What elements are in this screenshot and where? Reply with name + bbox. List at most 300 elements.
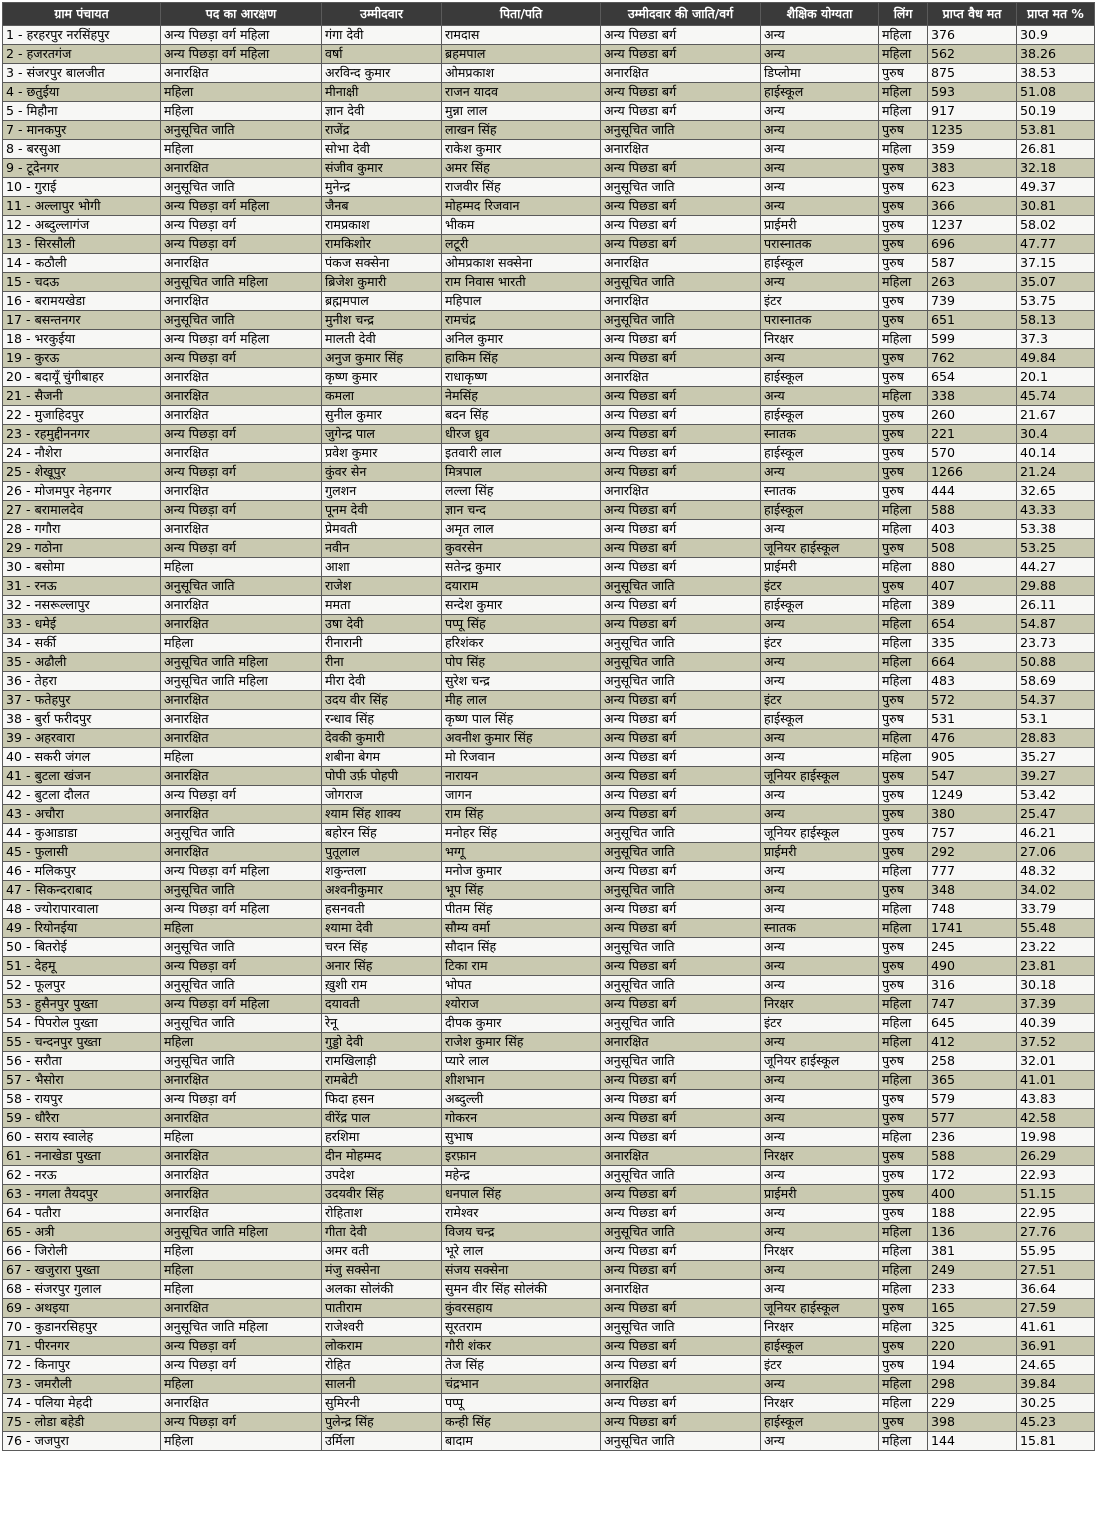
cell-valid-votes: 1235 bbox=[928, 121, 1017, 140]
cell-gender: पुरुष bbox=[879, 121, 928, 140]
cell-reservation: अनारक्षित bbox=[161, 444, 322, 463]
cell-vote-percent: 38.53 bbox=[1017, 64, 1095, 83]
cell-gram-panchayat: 12 - अब्दुल्लागंज bbox=[3, 216, 161, 235]
cell-valid-votes: 762 bbox=[928, 349, 1017, 368]
cell-valid-votes: 623 bbox=[928, 178, 1017, 197]
table-row bbox=[3, 45, 1095, 64]
cell-caste-category: अनुसूचित जाति bbox=[601, 634, 761, 653]
cell-valid-votes: 221 bbox=[928, 425, 1017, 444]
cell-father-husband: राकेश कुमार bbox=[442, 140, 601, 159]
cell-reservation: महिला bbox=[161, 1280, 322, 1299]
cell-caste-category: अन्य पिछडा बर्ग bbox=[601, 26, 761, 45]
cell-gender: पुरुष bbox=[879, 1204, 928, 1223]
cell-vote-percent: 48.32 bbox=[1017, 862, 1095, 881]
cell-education: अन्य bbox=[761, 1128, 879, 1147]
table-row bbox=[3, 1413, 1095, 1432]
cell-gender: पुरुष bbox=[879, 197, 928, 216]
cell-caste-category: अन्य पिछडा बर्ग bbox=[601, 501, 761, 520]
cell-valid-votes: 651 bbox=[928, 311, 1017, 330]
cell-reservation: अन्य पिछड़ा वर्ग bbox=[161, 463, 322, 482]
cell-reservation: अनारक्षित bbox=[161, 406, 322, 425]
cell-gender: महिला bbox=[879, 1394, 928, 1413]
cell-caste-category: अनुसूचित जाति bbox=[601, 1318, 761, 1337]
cell-candidate: उषा देवी bbox=[322, 615, 442, 634]
table-row bbox=[3, 273, 1095, 292]
cell-candidate: जोगराज bbox=[322, 786, 442, 805]
cell-education: अन्य bbox=[761, 520, 879, 539]
cell-candidate: उपदेश bbox=[322, 1166, 442, 1185]
cell-gram-panchayat: 30 - बसोमा bbox=[3, 558, 161, 577]
cell-reservation: अनुसूचित जाति bbox=[161, 178, 322, 197]
cell-reservation: अनारक्षित bbox=[161, 159, 322, 178]
cell-candidate: दयावती bbox=[322, 995, 442, 1014]
cell-father-husband: अमृत लाल bbox=[442, 520, 601, 539]
cell-valid-votes: 572 bbox=[928, 691, 1017, 710]
cell-gram-panchayat: 38 - बुर्रा फरीदपुर bbox=[3, 710, 161, 729]
cell-father-husband: टिका राम bbox=[442, 957, 601, 976]
cell-caste-category: अन्य पिछडा बर्ग bbox=[601, 330, 761, 349]
cell-valid-votes: 1237 bbox=[928, 216, 1017, 235]
cell-gender: पुरुष bbox=[879, 463, 928, 482]
cell-father-husband: ज्ञान चन्द bbox=[442, 501, 601, 520]
cell-gender: महिला bbox=[879, 1033, 928, 1052]
cell-gender: पुरुष bbox=[879, 444, 928, 463]
cell-education: अन्य bbox=[761, 159, 879, 178]
cell-reservation: अनुसूचित जाति bbox=[161, 1014, 322, 1033]
cell-candidate: अरविन्द कुमार bbox=[322, 64, 442, 83]
table-row bbox=[3, 1280, 1095, 1299]
cell-father-husband: सतेन्द्र कुमार bbox=[442, 558, 601, 577]
cell-caste-category: अनुसूचित जाति bbox=[601, 311, 761, 330]
cell-education: अन्य bbox=[761, 140, 879, 159]
cell-caste-category: अनुसूचित जाति bbox=[601, 672, 761, 691]
cell-candidate: श्याम सिंह शाक्य bbox=[322, 805, 442, 824]
cell-gram-panchayat: 57 - भैसोरा bbox=[3, 1071, 161, 1090]
cell-education: अन्य bbox=[761, 1432, 879, 1451]
table-row bbox=[3, 501, 1095, 520]
cell-candidate: प्रेमवती bbox=[322, 520, 442, 539]
cell-vote-percent: 19.98 bbox=[1017, 1128, 1095, 1147]
cell-candidate: पुलेन्द्र सिंह bbox=[322, 1413, 442, 1432]
cell-caste-category: अन्य पिछडा बर्ग bbox=[601, 1299, 761, 1318]
cell-caste-category: अन्य पिछडा बर्ग bbox=[601, 1128, 761, 1147]
cell-candidate: आशा bbox=[322, 558, 442, 577]
cell-gram-panchayat: 21 - सैजनी bbox=[3, 387, 161, 406]
table-row bbox=[3, 1299, 1095, 1318]
cell-gender: पुरुष bbox=[879, 786, 928, 805]
cell-vote-percent: 26.81 bbox=[1017, 140, 1095, 159]
cell-valid-votes: 588 bbox=[928, 501, 1017, 520]
cell-vote-percent: 53.25 bbox=[1017, 539, 1095, 558]
cell-vote-percent: 15.81 bbox=[1017, 1432, 1095, 1451]
table-row bbox=[3, 444, 1095, 463]
cell-education: हाईस्कूल bbox=[761, 83, 879, 102]
cell-valid-votes: 136 bbox=[928, 1223, 1017, 1242]
cell-gender: पुरुष bbox=[879, 159, 928, 178]
cell-candidate: ख़ुशी राम bbox=[322, 976, 442, 995]
cell-gender: पुरुष bbox=[879, 710, 928, 729]
cell-reservation: अनुसूचित जाति महिला bbox=[161, 672, 322, 691]
cell-gram-panchayat: 70 - कुडानरसिहपुर bbox=[3, 1318, 161, 1337]
cell-gram-panchayat: 44 - कुआडाडा bbox=[3, 824, 161, 843]
cell-gram-panchayat: 29 - गठोना bbox=[3, 539, 161, 558]
cell-vote-percent: 30.81 bbox=[1017, 197, 1095, 216]
cell-father-husband: मित्रपाल bbox=[442, 463, 601, 482]
cell-valid-votes: 483 bbox=[928, 672, 1017, 691]
cell-valid-votes: 654 bbox=[928, 368, 1017, 387]
cell-education: निरक्षर bbox=[761, 1147, 879, 1166]
table-row bbox=[3, 1185, 1095, 1204]
cell-vote-percent: 51.08 bbox=[1017, 83, 1095, 102]
cell-candidate: जुगेन्द्र पाल bbox=[322, 425, 442, 444]
table-row bbox=[3, 786, 1095, 805]
table-row bbox=[3, 539, 1095, 558]
cell-vote-percent: 45.74 bbox=[1017, 387, 1095, 406]
cell-father-husband: बादाम bbox=[442, 1432, 601, 1451]
table-row bbox=[3, 463, 1095, 482]
cell-vote-percent: 38.26 bbox=[1017, 45, 1095, 64]
cell-father-husband: कृष्ण पाल सिंह bbox=[442, 710, 601, 729]
cell-education: अन्य bbox=[761, 387, 879, 406]
table-row bbox=[3, 558, 1095, 577]
cell-gender: पुरुष bbox=[879, 767, 928, 786]
cell-gender: महिला bbox=[879, 634, 928, 653]
cell-candidate: रामप्रकाश bbox=[322, 216, 442, 235]
cell-education: अन्य bbox=[761, 102, 879, 121]
cell-reservation: अनुसूचित जाति महिला bbox=[161, 653, 322, 672]
cell-caste-category: अन्य पिछडा बर्ग bbox=[601, 786, 761, 805]
cell-education: इंटर bbox=[761, 1356, 879, 1375]
cell-caste-category: अन्य पिछडा बर्ग bbox=[601, 102, 761, 121]
cell-reservation: अनारक्षित bbox=[161, 1299, 322, 1318]
table-row bbox=[3, 748, 1095, 767]
cell-gram-panchayat: 65 - अत्री bbox=[3, 1223, 161, 1242]
cell-gender: महिला bbox=[879, 653, 928, 672]
cell-vote-percent: 37.39 bbox=[1017, 995, 1095, 1014]
cell-caste-category: अन्य पिछडा बर्ग bbox=[601, 1356, 761, 1375]
cell-gram-panchayat: 33 - धमेई bbox=[3, 615, 161, 634]
cell-reservation: अनारक्षित bbox=[161, 292, 322, 311]
cell-reservation: अन्य पिछड़ा वर्ग bbox=[161, 235, 322, 254]
cell-gender: पुरुष bbox=[879, 1337, 928, 1356]
cell-valid-votes: 588 bbox=[928, 1147, 1017, 1166]
cell-gender: पुरुष bbox=[879, 976, 928, 995]
cell-reservation: अनुसूचित जाति bbox=[161, 938, 322, 957]
cell-candidate: कमला bbox=[322, 387, 442, 406]
cell-father-husband: भीकम bbox=[442, 216, 601, 235]
cell-valid-votes: 398 bbox=[928, 1413, 1017, 1432]
cell-gender: पुरुष bbox=[879, 235, 928, 254]
cell-candidate: कृष्ण कुमार bbox=[322, 368, 442, 387]
cell-valid-votes: 389 bbox=[928, 596, 1017, 615]
cell-gram-panchayat: 53 - हुसैनपुर पुख्ता bbox=[3, 995, 161, 1014]
cell-education: अन्य bbox=[761, 805, 879, 824]
cell-reservation: अन्य पिछड़ा वर्ग bbox=[161, 349, 322, 368]
cell-valid-votes: 365 bbox=[928, 1071, 1017, 1090]
cell-caste-category: अनुसूचित जाति bbox=[601, 843, 761, 862]
cell-valid-votes: 645 bbox=[928, 1014, 1017, 1033]
cell-reservation: अनारक्षित bbox=[161, 1185, 322, 1204]
cell-education: स्नातक bbox=[761, 919, 879, 938]
cell-reservation: अनारक्षित bbox=[161, 767, 322, 786]
cell-gram-panchayat: 17 - बसन्तनगर bbox=[3, 311, 161, 330]
cell-gram-panchayat: 5 - मिहौना bbox=[3, 102, 161, 121]
cell-caste-category: अन्य पिछडा बर्ग bbox=[601, 805, 761, 824]
cell-candidate: प्रवेश कुमार bbox=[322, 444, 442, 463]
cell-valid-votes: 531 bbox=[928, 710, 1017, 729]
cell-caste-category: अनारक्षित bbox=[601, 140, 761, 159]
table-row bbox=[3, 83, 1095, 102]
cell-valid-votes: 577 bbox=[928, 1109, 1017, 1128]
cell-reservation: अन्य पिछड़ा वर्ग महिला bbox=[161, 26, 322, 45]
table-row bbox=[3, 843, 1095, 862]
cell-gender: महिला bbox=[879, 1071, 928, 1090]
cell-caste-category: अन्य पिछडा बर्ग bbox=[601, 216, 761, 235]
cell-candidate: अश्वनीकुमार bbox=[322, 881, 442, 900]
cell-vote-percent: 58.02 bbox=[1017, 216, 1095, 235]
cell-gram-panchayat: 28 - गगौरा bbox=[3, 520, 161, 539]
cell-education: अन्य bbox=[761, 786, 879, 805]
cell-gram-panchayat: 39 - अहरवारा bbox=[3, 729, 161, 748]
cell-gram-panchayat: 62 - नरऊ bbox=[3, 1166, 161, 1185]
cell-valid-votes: 381 bbox=[928, 1242, 1017, 1261]
cell-reservation: अन्य पिछड़ा वर्ग bbox=[161, 1090, 322, 1109]
cell-vote-percent: 21.24 bbox=[1017, 463, 1095, 482]
cell-reservation: महिला bbox=[161, 1128, 322, 1147]
cell-reservation: अनारक्षित bbox=[161, 691, 322, 710]
cell-valid-votes: 875 bbox=[928, 64, 1017, 83]
cell-caste-category: अन्य पिछडा बर्ग bbox=[601, 349, 761, 368]
cell-caste-category: अनुसूचित जाति bbox=[601, 938, 761, 957]
cell-education: अन्य bbox=[761, 672, 879, 691]
cell-father-husband: लल्ला सिंह bbox=[442, 482, 601, 501]
table-row bbox=[3, 729, 1095, 748]
cell-vote-percent: 43.33 bbox=[1017, 501, 1095, 520]
cell-caste-category: अन्य पिछडा बर्ग bbox=[601, 1109, 761, 1128]
cell-caste-category: अनुसूचित जाति bbox=[601, 1052, 761, 1071]
table-row bbox=[3, 1223, 1095, 1242]
cell-gender: महिला bbox=[879, 900, 928, 919]
cell-reservation: अन्य पिछड़ा वर्ग महिला bbox=[161, 995, 322, 1014]
cell-vote-percent: 22.93 bbox=[1017, 1166, 1095, 1185]
cell-gender: पुरुष bbox=[879, 1052, 928, 1071]
cell-gender: महिला bbox=[879, 672, 928, 691]
cell-vote-percent: 30.4 bbox=[1017, 425, 1095, 444]
table-row bbox=[3, 292, 1095, 311]
cell-gram-panchayat: 68 - संजरपुर गुलाल bbox=[3, 1280, 161, 1299]
cell-caste-category: अनुसूचित जाति bbox=[601, 1166, 761, 1185]
cell-gram-panchayat: 58 - रायपुर bbox=[3, 1090, 161, 1109]
cell-father-husband: रामचंद्र bbox=[442, 311, 601, 330]
cell-candidate: राजेश्वरी bbox=[322, 1318, 442, 1337]
cell-caste-category: अनारक्षित bbox=[601, 292, 761, 311]
table-row bbox=[3, 159, 1095, 178]
cell-gram-panchayat: 56 - सरौता bbox=[3, 1052, 161, 1071]
cell-reservation: अन्य पिछड़ा वर्ग महिला bbox=[161, 862, 322, 881]
cell-gram-panchayat: 2 - हजरतगंज bbox=[3, 45, 161, 64]
cell-gender: पुरुष bbox=[879, 292, 928, 311]
cell-reservation: महिला bbox=[161, 1375, 322, 1394]
cell-valid-votes: 236 bbox=[928, 1128, 1017, 1147]
cell-candidate: मीरा देवी bbox=[322, 672, 442, 691]
cell-caste-category: अनुसूचित जाति bbox=[601, 824, 761, 843]
cell-father-husband: महेन्द्र bbox=[442, 1166, 601, 1185]
cell-gram-panchayat: 66 - जिरोली bbox=[3, 1242, 161, 1261]
cell-education: अन्य bbox=[761, 349, 879, 368]
cell-vote-percent: 44.27 bbox=[1017, 558, 1095, 577]
cell-gram-panchayat: 23 - रहमुद्दीननगर bbox=[3, 425, 161, 444]
cell-caste-category: अन्य पिछडा बर्ग bbox=[601, 1394, 761, 1413]
cell-gender: पुरुष bbox=[879, 843, 928, 862]
table-row bbox=[3, 254, 1095, 273]
cell-gender: महिला bbox=[879, 748, 928, 767]
cell-gram-panchayat: 24 - नौशेरा bbox=[3, 444, 161, 463]
cell-valid-votes: 403 bbox=[928, 520, 1017, 539]
cell-education: अन्य bbox=[761, 938, 879, 957]
cell-gender: पुरुष bbox=[879, 881, 928, 900]
cell-education: अन्य bbox=[761, 1071, 879, 1090]
cell-candidate: राजेश bbox=[322, 577, 442, 596]
cell-education: अन्य bbox=[761, 615, 879, 634]
table-row bbox=[3, 1166, 1095, 1185]
cell-vote-percent: 53.38 bbox=[1017, 520, 1095, 539]
cell-valid-votes: 696 bbox=[928, 235, 1017, 254]
table-row bbox=[3, 1204, 1095, 1223]
cell-vote-percent: 39.84 bbox=[1017, 1375, 1095, 1394]
cell-gender: पुरुष bbox=[879, 938, 928, 957]
cell-education: अन्य bbox=[761, 729, 879, 748]
cell-gram-panchayat: 67 - खजुरारा पुख्ता bbox=[3, 1261, 161, 1280]
cell-vote-percent: 32.65 bbox=[1017, 482, 1095, 501]
cell-gender: पुरुष bbox=[879, 1413, 928, 1432]
cell-valid-votes: 249 bbox=[928, 1261, 1017, 1280]
cell-candidate: दीन मोहम्मद bbox=[322, 1147, 442, 1166]
cell-vote-percent: 20.1 bbox=[1017, 368, 1095, 387]
cell-valid-votes: 1249 bbox=[928, 786, 1017, 805]
cell-caste-category: अनारक्षित bbox=[601, 1280, 761, 1299]
cell-candidate: रामबेटी bbox=[322, 1071, 442, 1090]
cell-father-husband: श्योराज bbox=[442, 995, 601, 1014]
cell-reservation: अनारक्षित bbox=[161, 368, 322, 387]
cell-education: हाईस्कूल bbox=[761, 1413, 879, 1432]
cell-vote-percent: 30.9 bbox=[1017, 26, 1095, 45]
cell-education: हाईस्कूल bbox=[761, 710, 879, 729]
table-row bbox=[3, 919, 1095, 938]
cell-father-husband: राजेश कुमार सिंह bbox=[442, 1033, 601, 1052]
table-row bbox=[3, 596, 1095, 615]
cell-valid-votes: 562 bbox=[928, 45, 1017, 64]
table-row bbox=[3, 140, 1095, 159]
cell-valid-votes: 194 bbox=[928, 1356, 1017, 1375]
cell-gram-panchayat: 48 - ज्योरापारवाला bbox=[3, 900, 161, 919]
cell-caste-category: अनारक्षित bbox=[601, 1375, 761, 1394]
cell-caste-category: अनुसूचित जाति bbox=[601, 121, 761, 140]
cell-father-husband: भग्गू bbox=[442, 843, 601, 862]
cell-education: डिप्लोमा bbox=[761, 64, 879, 83]
cell-valid-votes: 376 bbox=[928, 26, 1017, 45]
cell-gram-panchayat: 32 - नसरूल्लापुर bbox=[3, 596, 161, 615]
cell-caste-category: अन्य पिछडा बर्ग bbox=[601, 919, 761, 938]
cell-candidate: गुलशन bbox=[322, 482, 442, 501]
cell-education: अन्य bbox=[761, 1375, 879, 1394]
cell-father-husband: पोप सिंह bbox=[442, 653, 601, 672]
cell-vote-percent: 37.15 bbox=[1017, 254, 1095, 273]
cell-father-husband: संजय सक्सेना bbox=[442, 1261, 601, 1280]
cell-education: अन्य bbox=[761, 1033, 879, 1052]
cell-vote-percent: 43.83 bbox=[1017, 1090, 1095, 1109]
cell-father-husband: हाकिम सिंह bbox=[442, 349, 601, 368]
cell-caste-category: अनुसूचित जाति bbox=[601, 577, 761, 596]
cell-caste-category: अन्य पिछडा बर्ग bbox=[601, 539, 761, 558]
table-row bbox=[3, 26, 1095, 45]
cell-valid-votes: 298 bbox=[928, 1375, 1017, 1394]
cell-caste-category: अनुसूचित जाति bbox=[601, 881, 761, 900]
cell-valid-votes: 260 bbox=[928, 406, 1017, 425]
cell-gender: महिला bbox=[879, 596, 928, 615]
cell-candidate: उर्मिला bbox=[322, 1432, 442, 1451]
cell-reservation: महिला bbox=[161, 1261, 322, 1280]
cell-candidate: पूनम देवी bbox=[322, 501, 442, 520]
cell-gram-panchayat: 54 - पिपरोल पुख्ता bbox=[3, 1014, 161, 1033]
cell-reservation: अन्य पिछड़ा वर्ग bbox=[161, 425, 322, 444]
cell-caste-category: अन्य पिछडा बर्ग bbox=[601, 159, 761, 178]
cell-father-husband: राजन यादव bbox=[442, 83, 601, 102]
table-row bbox=[3, 121, 1095, 140]
cell-valid-votes: 400 bbox=[928, 1185, 1017, 1204]
cell-gram-panchayat: 34 - सर्की bbox=[3, 634, 161, 653]
cell-father-husband: पीतम सिंह bbox=[442, 900, 601, 919]
cell-gender: पुरुष bbox=[879, 539, 928, 558]
cell-father-husband: सौदान सिंह bbox=[442, 938, 601, 957]
cell-education: अन्य bbox=[761, 748, 879, 767]
cell-father-husband: पप्पू सिंह bbox=[442, 615, 601, 634]
cell-caste-category: अनारक्षित bbox=[601, 1147, 761, 1166]
cell-vote-percent: 32.18 bbox=[1017, 159, 1095, 178]
cell-candidate: राजेंद्र bbox=[322, 121, 442, 140]
cell-caste-category: अन्य पिछडा बर्ग bbox=[601, 729, 761, 748]
cell-vote-percent: 23.73 bbox=[1017, 634, 1095, 653]
cell-education: इंटर bbox=[761, 691, 879, 710]
cell-vote-percent: 35.27 bbox=[1017, 748, 1095, 767]
cell-vote-percent: 50.19 bbox=[1017, 102, 1095, 121]
cell-gram-panchayat: 60 - सराय स्वालेह bbox=[3, 1128, 161, 1147]
cell-caste-category: अनारक्षित bbox=[601, 64, 761, 83]
table-row bbox=[3, 1261, 1095, 1280]
cell-gender: पुरुष bbox=[879, 1299, 928, 1318]
cell-candidate: लोकराम bbox=[322, 1337, 442, 1356]
cell-education: अन्य bbox=[761, 957, 879, 976]
cell-reservation: अनारक्षित bbox=[161, 1071, 322, 1090]
cell-caste-category: अन्य पिछडा बर्ग bbox=[601, 235, 761, 254]
cell-reservation: अन्य पिछड़ा वर्ग bbox=[161, 1337, 322, 1356]
cell-gender: महिला bbox=[879, 1375, 928, 1394]
cell-gender: महिला bbox=[879, 615, 928, 634]
cell-vote-percent: 54.37 bbox=[1017, 691, 1095, 710]
cell-gender: पुरुष bbox=[879, 805, 928, 824]
cell-gram-panchayat: 25 - शेखूपुर bbox=[3, 463, 161, 482]
cell-father-husband: मो रिजवान bbox=[442, 748, 601, 767]
cell-gender: पुरुष bbox=[879, 1109, 928, 1128]
cell-valid-votes: 1741 bbox=[928, 919, 1017, 938]
cell-gram-panchayat: 59 - धौरैरा bbox=[3, 1109, 161, 1128]
table-row bbox=[3, 691, 1095, 710]
header-valid-votes: प्राप्त वैध मत bbox=[928, 3, 1017, 26]
cell-candidate: शकुन्तला bbox=[322, 862, 442, 881]
cell-gender: पुरुष bbox=[879, 577, 928, 596]
cell-gender: पुरुष bbox=[879, 425, 928, 444]
cell-gender: महिला bbox=[879, 273, 928, 292]
table-row bbox=[3, 330, 1095, 349]
